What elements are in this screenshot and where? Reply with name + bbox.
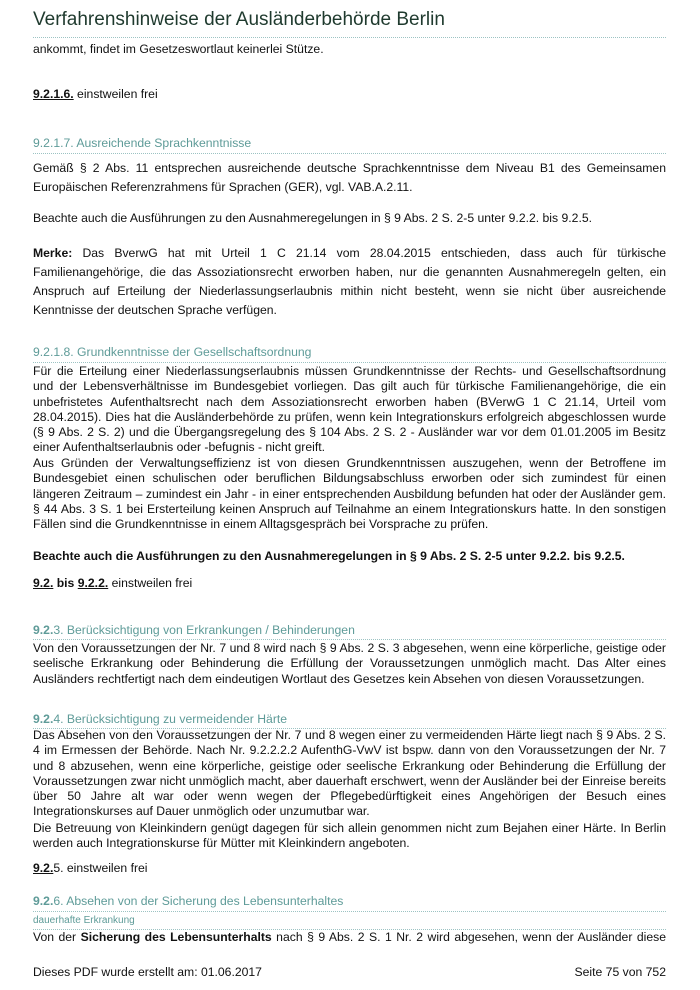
bis-text: bis [53,576,78,590]
paragraph: Für die Erteilung einer Niederlassungserlaubnis müssen Grundkenntnisse der Rechts- und Gesellschaftsordnung und der Lebensverhältnisse im Bundesgebiet vorliegen. Das gilt auch für türkische Familienangehörige, die ein unbefristetes Aufenthaltsrecht nach dem Assoziationsrecht erworben haben (BVerwG 1 C 21.14, Urteil vom 28.04.2015). Dies hat die Ausländerbehörde zu prüfen, wenn kein Integrationskurs erfolgreich abgeschlossen wurde (§ 9 Abs. 2 S. 2) und die Übergangsregelung des § 104 Abs. 2 S. 2 - Ausländer war vor dem 01.01.2005 im Besitz einer Aufenthaltserlaubnis oder -befugnis - nicht greift. [33,364,666,455]
heading-divider [33,153,666,154]
page-title: Verfahrenshinweise der Ausländerbehörde Berlin [33,9,445,30]
section-9-2-1-6 [33,87,666,102]
heading-number: 9.2. [33,712,54,726]
heading-9-2-6 [33,894,343,908]
title-divider [33,37,666,38]
section-number: 9.2.2. [77,576,109,590]
paragraph [33,930,666,945]
paragraph: Beachte auch die Ausführungen zu den Ausnahmeregelungen in § 9 Abs. 2 S. 2-5 unter 9.2.2. bis 9.2.5. [33,211,592,225]
heading-divider [33,639,666,640]
footer-created: Dieses PDF wurde erstellt am: 01.06.2017 [33,965,262,979]
heading-9-2-1-8: 9.2.1.8. Grundkenntnisse der Gesellschaftsordnung [33,345,312,359]
paragraph-bold: Beachte auch die Ausführungen zu den Ausnahmeregelungen in § 9 Abs. 2 S. 2-5 unter 9.2.2. bis 9.2.5. [33,549,625,563]
section-9-2-bis-9-2-2 [33,576,666,591]
section-text: 5. einstweilen frei [53,861,148,875]
heading-9-2-3 [33,623,355,637]
paragraph: ankommt, findet im Gesetzeswortlaut keinerlei Stütze. [33,42,324,56]
heading-number: 9.2. [33,623,54,637]
section-number: 9.2. [33,861,54,875]
heading-text: 4. Berücksichtigung zu vermeidender Härte [53,712,288,726]
paragraph: Die Betreuung von Kleinkindern genügt dagegen für sich allein genommen nicht zum Bejahen einer Härte. In Berlin werden auch Integrationskurse für Mütter mit Kleinkindern angeboten. [33,821,666,851]
bold-text: Sicherung des Lebensunterhalts [80,930,272,944]
section-9-2-5 [33,861,666,876]
section-number: 9.2. [33,576,54,590]
heading-9-2-4 [33,712,287,726]
paragraph: Von den Voraussetzungen der Nr. 7 und 8 wird nach § 9 Abs. 2 S. 3 abgesehen, wenn eine körperliche, geistige oder seelische Erkrankung oder Behinderung die Erfüllung der Voraussetzungen unmöglich macht. Das Alter eines Ausländers rechtfertigt nach dem eindeutigen Wortlaut des Gesetzes kein Absehen von diesen Voraussetzungen. [33,641,666,686]
heading-divider [33,911,666,912]
text: nach § 9 Abs. 2 S. 1 Nr. 2 wird abgesehen, wenn der Ausländer diese [271,930,667,944]
paragraph: Das Absehen von den Voraussetzungen der Nr. 7 und 8 wegen einer zu vermeidenden Härte liegt nach § 9 Abs. 2 S. 4 im Ermessen der Behörde. Nach Nr. 9.2.2.2.2 AufenthG-VwV ist bspw. dann von den Voraussetzungen der Nr. 7 und 8 abzusehen, wenn eine körperliche, geistige oder seelische Erkrankung oder Behinderung die Erfüllung der Voraussetzungen zwar nicht unmöglich macht, aber dauerhaft erschwert, wenn der Ausländer bei der Einreise bereits über 50 Jahre alt war oder wenn wegen der Pflegebedürftigkeit eines Angehörigen der Besuch eines Integrationskurses auf Dauer unmöglich oder unzumutbar war. [33,728,666,819]
merke-paragraph [33,244,666,320]
subheading: dauerhafte Erkrankung [33,915,135,926]
section-number: 9.2.1.6. [33,87,74,101]
paragraph: Gemäß § 2 Abs. 11 entsprechen ausreichende deutsche Sprachkenntnisse dem Niveau B1 des Gemeinsamen Europäischen Referenzrahmens für Sprachen (GER), vgl. VAB.A.2.11. [33,161,666,194]
heading-9-2-1-7: 9.2.1.7. Ausreichende Sprachkenntnisse [33,136,252,150]
heading-text: 3. Berücksichtigung von Erkrankungen / Behinderungen [53,623,355,637]
section-text: einstweilen frei [73,87,158,101]
paragraph: Aus Gründen der Verwaltungseffizienz ist von diesen Grundkenntnissen auszugehen, wenn der Betroffene im Bundesgebiet einen schulischen oder beruflichen Bildungsabschluss erworben oder sich zumindest für einen längeren Zeitraum – zumindest ein Jahr - in einer entsprechenden Ausbildung befunden hat oder der Ausländer gem. § 44 Abs. 3 S. 1 bei Ersterteilung keinen Anspruch auf Teilnahme an einem Integrationskurs hatte. In den sonstigen Fällen sind die Grundkenntnisse in einem Alltagsgespräch bei Vorsprache zu prüfen. [33,456,666,532]
section-text: einstweilen frei [108,576,193,590]
heading-divider [33,362,666,363]
heading-number: 9.2. [33,894,54,908]
merke-text: Das BverwG hat mit Urteil 1 C 21.14 vom 28.04.2015 entschieden, dass auch für türkische Familienangehörige, die das Assoziationsrecht erworben haben, nur die genannten Ausnahmeregeln gelten, ein Anspruch auf Erteilung der Niederlassungserlaubnis mithin nicht besteht, wenn sie nicht über ausreichende Kenntnisse der deutschen Sprache verfügen. [33,246,666,317]
heading-text: 6. Absehen von der Sicherung des Lebensunterhaltes [53,894,344,908]
merke-label: Merke: [33,246,73,260]
text: Von der [33,930,81,944]
footer-page-number: Seite 75 von 752 [574,965,666,979]
